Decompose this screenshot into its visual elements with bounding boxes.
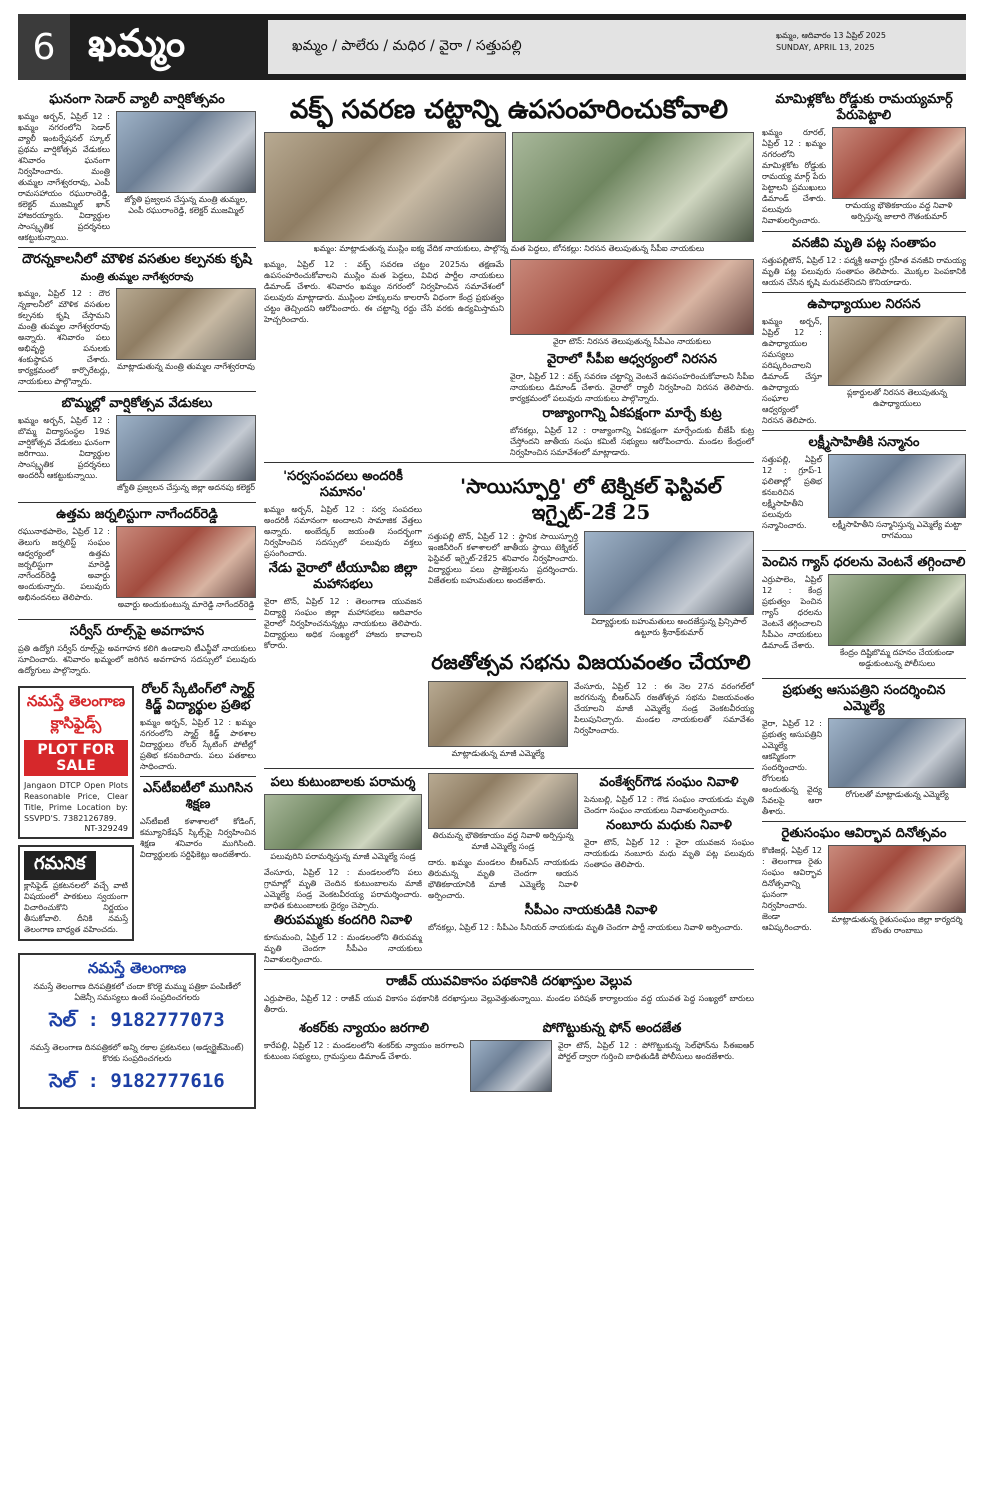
news-photo [584,531,754,615]
headline: రజతోత్సవ సభను విజయవంతం చేయాలి [431,650,751,674]
article-body: ఖమ్మం, ఏప్రిల్ 12 : వక్ఫ్ సవరణ చట్టం 2025ను తక్షణమే ఉపసంహరించుకోవాలని ముస్లిం మత పెద్దలు, వివిధ పార్టీల నాయకులు డిమాండ్ చేశారు. శనివారం ఖమ్మం నగరంలో నిర్వహించిన సమావేశంలో పలువురు మాట్లాడారు. ముస్లింల హక్కులను కాలరాసే విధంగా కేంద్ర ప్రభుత్వం చట్టం తెచ్చిందని ఆరోపించారు. ఈ చట్టాన్ని రద్దు చేసే వరకు ఉద్యమిస్తామని హెచ్చరించారు. [264,260,504,324]
news-photo [116,415,256,481]
photo-caption: జ్యోతి ప్రజ్వలన చేస్తున్న జిల్లా అదనపు కలెక్టర్ [116,483,255,492]
headline: వైరాలో సీపీఐ ఆధ్వర్యంలో నిరసన [546,352,718,367]
photo-caption: మాట్లాడుతున్న రైతుసంఘం జిల్లా కార్యదర్శి బొంతు రాంబాబు [831,915,963,935]
news-photo [832,127,966,199]
headline: రాజీవ్ యువవికాసం పథకానికి దరఖాస్తుల వెల్లువ [385,974,633,989]
photo-caption: ప్లకార్డులతో నిరసన తెలుపుతున్న ఉపాధ్యాయులు [847,388,947,408]
news-photo [470,1040,552,1092]
headline: శంకర్‌కు న్యాయం జరగాలి [298,1021,430,1036]
article-body: ఎర్రుపాలెం, ఏప్రిల్ 12 : రాజీవ్ యువ వికాసం పథకానికి దరఖాస్తులు వెల్లువెత్తుతున్నాయి. మండల పరిషత్ కార్యాలయం వద్ద యువత పెద్ద సంఖ్యలో బారులు తీరారు. [264,994,754,1014]
news-photo [510,259,754,335]
article-body: ఖమ్మం అర్బన్, ఏప్రిల్ 12 : ఖమ్మం నగరంలోని సెడార్ వ్యాలీ ఇంటర్నేషనల్ స్కూల్ ప్రథమ వార్షికోత్సవ వేడుకలు శనివారం ఘనంగా నిర్వహించారు. మంత్రి తుమ్మల నాగేశ్వరరావు, ఎంపీ రామసహాయం రఘురాంరెడ్డి, కలెక్టర్ ముజమ్మిల్ ఖాన్ హాజరయ్యారు. విద్యార్థుల సాంస్కృతిక ప్రదర్శనలు ఆకట్టుకున్నాయి. [18,112,110,242]
news-photo [428,681,568,747]
photo-caption: రామయ్య భౌతికకాయం వద్ద నివాళి అర్పిస్తున్న జాలారి గౌతంకుమార్ [845,201,953,221]
subheadline: మంత్రి తుమ్మల నాగేశ్వరరావు [80,272,194,283]
photo-caption: జ్యోతి ప్రజ్వలన చేస్తున్న మంత్రి తుమ్మల, ఎంపీ రఘురాంరెడ్డి, కలెక్టర్ ముజమ్మిల్ [124,195,248,215]
news-photo [264,794,422,850]
headline: పోగొట్టుకున్న ఫోన్ అందజేత [542,1021,682,1036]
article-body: బోనకల్లు, ఏప్రిల్ 12 : రాజ్యాంగాన్ని ఏకపక్షంగా మార్చేందుకు బీజేపీ కుట్ర చేస్తోందని జాతీయ సంఘ కమిటీ సభ్యులు ఆరోపించారు. మండల కేంద్రంలో నిర్వహించిన సమావేశంలో మాట్లాడారు. [510,426,754,457]
section-title: ఖమ్మం [70,14,268,80]
article-body: ఖమ్మం రూరల్, ఏప్రిల్ 12 : ఖమ్మం నగరంలోని మామిళ్లకోట రోడ్డుకు రామయ్య మార్గ్ పేరు పెట్టాలని ప్రముఖులు డిమాండ్ చేశారు. పలువురు నివాళులర్పించారు. [762,128,826,225]
photo-caption: అవార్డు అందుకుంటున్న మారెడ్డి నాగేందర్‌రెడ్డి [117,600,255,609]
article-body: వైరా టౌన్, ఏప్రిల్ 12 : పోగొట్టుకున్న సెల్‌ఫోన్‌ను సీఈఐఆర్ పోర్టల్ ద్వారా గుర్తించి బాధితుడికి పోలీసులు అందజేశారు. [558,1041,754,1061]
ad-plot-banner: PLOT FOR SALE [24,740,128,776]
news-photo [828,718,966,788]
section-places: ఖమ్మం / పాలేరు / మధిర / వైరా / సత్తుపల్లి [268,14,766,80]
photo-caption: పలువురిని పరామర్శిస్తున్న మాజీ ఎమ్మెల్యే సండ్ర [270,852,416,861]
ad-text: నమస్తే తెలంగాణ దినపత్రికలో చందా కొరకై మమ్ము పత్రికా పంపిణీలో ఏజెన్సీ సమస్యలు ఉంటే సంప్రదించగలరు [33,982,241,1002]
photo-caption: ఖమ్మం: మాట్లాడుతున్న ముస్లిం ఐక్య వేదిక నాయకులు, పాల్గొన్న మత పెద్దలు, బోనకల్లు: నిరసన తెలుపుతున్న సీపీఐ నాయకులు [313,244,705,253]
headline: ప్రభుత్వ ఆసుపత్రిని సందర్శించిన ఎమ్మెల్యే [782,683,946,714]
article-body: రఘునాథపాలెం, ఏప్రిల్ 12 : తెలుగు జర్నలిస్ట్ సంఘం ఆధ్వర్యంలో ఉత్తమ జర్నలిస్టుగా మారెడ్డి నాగేందర్‌రెడ్డి అవార్డు అందుకున్నారు. పలువురు అభినందనలు తెలిపారు. [18,527,110,602]
ad-brand: నమస్తే తెలంగాణ క్లాసిఫైడ్స్ [26,692,126,732]
lead-headline: వక్ఫ్ సవరణ చట్టాన్ని ఉపసంహరించుకోవాలి [289,95,729,125]
headline: వంకేశ్వర్‌గౌడ సంఘం నివాళి [599,775,739,790]
headline: సీపీఎం నాయకుడికి నివాళి [524,903,658,918]
article-body: ఖమ్మం అర్బన్, ఏప్రిల్ 12 : బొమ్మ విద్యాసంస్థల 19వ వార్షికోత్సవ వేడుకలు ఘనంగా జరిగాయి. విద్యార్థుల సాంస్కృతిక ప్రదర్శనలు అందరినీ ఆకట్టుకున్నాయి. [18,416,110,480]
headline: 'సర్వసంపదలు అందరికీ సమానం' [283,469,403,500]
article-body: ఖమ్మం అర్బన్, ఏప్రిల్ 12 : ఉపాధ్యాయుల సమస్యలు పరిష్కరించాలని డిమాండ్ చేస్తూ ఉపాధ్యాయ సంఘాల ఆధ్వర్యంలో నిరసన తెలిపారు. [762,317,822,425]
news-photo [116,111,256,193]
headline: నంబూరు మధుకు నివాళి [606,818,732,833]
article-body: వైరా టౌన్, ఏప్రిల్ 12 : తెలంగాణ యువజన విద్యార్థి సంఘం జిల్లా మహాసభలు ఆదివారం వైరాలో నిర్వహించనున్నట్లు నాయకులు తెలిపారు. విద్యార్థులు అధిక సంఖ్యలో హాజరు కావాలని కోరారు. [264,597,422,650]
headline: పెంచిన గ్యాస్ ధరలను వెంటనే తగ్గించాలి [762,555,966,570]
photo-caption: కేంద్రం దిష్టిబొమ్మ దహనం చేయకుండా అడ్డుకుంటున్న పోలీసులు [839,648,955,668]
headline: నేడు వైరాలో టీయూవీఐ జిల్లా మహాసభలు [268,561,418,592]
news-photo [828,316,966,386]
ad-text: నమస్తే తెలంగాణ దినపత్రికలో అన్ని రకాల ప్రకటనలు (అడ్వర్టైజ్‌మెంట్) కొరకు సంప్రదించగలరు [30,1043,244,1063]
article-body: వైరా, ఏప్రిల్ 12 : వక్ఫ్ సవరణ చట్టాన్ని వెంటనే ఉపసంహరించుకోవాలని సీపీఐ నాయకులు డిమాండ్ చేశారు. వైరాలో ర్యాలీ నిర్వహించి నిరసన తెలిపారు. కార్యక్రమంలో పలువురు నాయకులు పాల్గొన్నారు. [510,372,754,403]
news-photo [828,845,966,913]
subscription-ad [18,953,256,1109]
article-body: సత్తుపల్లి, ఏప్రిల్ 12 : గ్రూప్-1 ఫలితాల్లో ప్రతిభ కనబరిచిన లక్ష్మీసాహితీని పలువురు సన్మానించారు. [762,455,822,530]
date-telugu: ఖమ్మం, ఆదివారం 13 ఏప్రిల్ 2025 [776,31,886,40]
news-photo [116,526,256,598]
news-photo [264,132,506,242]
article-body: వైరా టౌన్, ఏప్రిల్ 12 : వైరా యువజన సంఘం నాయకుడు నంబూరు మధు మృతి పట్ల పలువురు సంతాపం తెలిపారు. [584,838,754,869]
headline: సర్వీస్ రూల్స్‌పై అవగాహన [69,624,205,639]
headline: లక్ష్మీసాహితీకి సన్మానం [808,435,920,450]
photo-caption: వైరా టౌన్: నిరసన తెలుపుతున్న సీపీఎం నాయకులు [552,337,712,346]
headline: పలు కుటుంబాలకు పరామర్శ [270,775,416,790]
article-body: వేంసూరు, ఏప్రిల్ 12 : మండలంలోని పలు గ్రామాల్లో మృతి చెందిన కుటుంబాలను మాజీ ఎమ్మెల్యే సండ్ర వెంకటవీరయ్య పరామర్శించారు. బాధిత కుటుంబాలకు ధైర్యం చెప్పారు. [264,868,422,910]
headline: బొమ్మల్లో వార్షికోత్సవ వేడుకలు [61,396,213,411]
photo-caption: రోగులతో మాట్లాడుతున్న ఎమ్మెల్యే [845,790,949,799]
dateline [766,14,966,80]
article-body: కొణిజర్ల, ఏప్రిల్ 12 : తెలంగాణ రైతు సంఘం ఆవిర్భావ దినోత్సవాన్ని ఘనంగా నిర్వహించారు. జెండా ఆవిష్కరించారు. [762,846,822,932]
notice-title: గమనిక [24,851,96,880]
article-body: ప్రతి ఉద్యోగి సర్వీస్ రూల్స్‌పై అవగాహన కలిగి ఉండాలని టీఎన్జీవో నాయకులు సూచించారు. శనివారం ఖమ్మంలో జరిగిన అవగాహన సదస్సులో పలువురు ఉద్యోగులు పాల్గొన్నారు. [18,644,256,675]
photo-caption: లక్ష్మీసాహితీని సన్మానిస్తున్న ఎమ్మెల్యే మట్టా రాగమయి [832,520,962,540]
headline: ఘనంగా సెడార్ వ్యాలీ వార్షికోత్సవం [49,92,225,107]
news-photo [116,288,256,360]
headline: రోలర్ స్కేటింగ్‌లో స్మార్ట్ కిడ్జ్ విద్యార్థుల ప్రతిభ [141,682,255,713]
headline: దౌరన్నకాలనీలో మౌళిక వసతుల కల్పనకు కృషి [22,252,252,267]
news-photo [512,132,754,242]
ad-code: NT-329249 [84,824,128,833]
ad-phone: సెల్ : 9182777616 [49,1070,225,1092]
middle-column [264,90,754,1092]
article-body: సత్తుపల్లిటౌన్, ఏప్రిల్ 12 : పద్మశ్రీ అవార్డు గ్రహీత వనజీవి రామయ్య మృతి పట్ల పలువురు సంతాపం తెలిపారు. మొక్కల పెంపకానికి ఆయన చేసిన కృషి మరువలేనిదని కొనియాడారు. [762,256,966,287]
article-body: సత్తుపల్లి టౌన్, ఏప్రిల్ 12 : స్థానిక సాయిస్ఫూర్తి ఇంజినీరింగ్ కళాశాలలో జాతీయ స్థాయి టెక్నికల్ ఫెస్టివల్ ఇగ్నైట్-2కే25 శనివారం నిర్వహించారు. విద్యార్థులు పలు ప్రాజెక్టులను ప్రదర్శించారు. విజేతలకు బహుమతులు అందజేశారు. [428,532,578,585]
article-body: ఎర్రుపాలెం, ఏప్రిల్ 12 : కేంద్ర ప్రభుత్వం పెంచిన గ్యాస్ ధరలను వెంటనే తగ్గించాలని సీపీఎం నాయకులు డిమాండ్ చేశారు. [762,575,822,650]
article-body: ఖమ్మం అర్బన్, ఏప్రిల్ 12 : సర్వ సంపదలు అందరికీ సమానంగా అందాలని సామాజిక వేత్తలు అన్నారు. అంబేద్కర్ జయంతి సందర్భంగా నిర్వహించిన సదస్సులో పలువురు వక్తలు ప్రసంగించారు. [264,505,422,558]
headline: ఎస్‌టీఐటీలో ముగిసిన శిక్షణ [143,781,253,812]
article-body: కారేపల్లి, ఏప్రిల్ 12 : మండలంలోని శంకర్‌కు న్యాయం జరగాలని కుటుంబ సభ్యులు, గ్రామస్తులు డిమాండ్ చేశారు. [264,1041,464,1061]
headline: ఉత్తమ జర్నలిస్టుగా నాగేందర్‌రెడ్డి [56,507,218,522]
ad-phone: సెల్ : 9182777073 [49,1009,225,1031]
photo-caption: తిరుమన్న భౌతికకాయం వద్ద నివాళి అర్పిస్తున్న మాజీ ఎమ్మెల్యే సండ్ర [432,831,574,851]
article-body: బోనకల్లు, ఏప్రిల్ 12 : సీపీఎం సీనియర్ నాయకుడు మృతి చెందగా పార్టీ నాయకులు నివాళి అర్పించారు. [428,923,743,932]
headline: తిరుపమ్మకు కందగిరి నివాళి [273,913,413,928]
news-photo [828,454,966,518]
ad-text: Jangaon DTCP Open Plots Reasonable Price, Clear Title, Prime Location by: SSVPD'S. 7382126789. [24,781,128,823]
masthead [18,14,966,80]
left-column [18,90,256,1115]
right-column [762,90,966,941]
article-body: వేంసూరు, ఏప్రిల్ 12 : ఈ నెల 27న వరంగల్‌లో జరగనున్న బీఆర్‌ఎస్ రజతోత్సవ సభను విజయవంతం చేయాలని మాజీ ఎమ్మెల్యే సండ్ర వెంకటవీరయ్య పిలుపునిచ్చారు. మండల నాయకులతో సమావేశం నిర్వహించారు. [574,682,754,735]
article-body: ఎస్‌టీఐటీ కళాశాలలో కోడింగ్, కమ్యూనికేషన్ స్కిల్స్‌పై నిర్వహించిన శిక్షణ శనివారం ముగిసింది. విద్యార్థులకు సర్టిఫికెట్లు అందజేశారు. [140,817,256,859]
article-body: పెనుబల్లి, ఏప్రిల్ 12 : గౌడ సంఘం నాయకుడు మృతి చెందగా సంఘం నాయకులు నివాళులర్పించారు. [584,795,754,815]
ad-brand: నమస్తే తెలంగాణ [87,959,187,977]
notice-box [18,845,134,941]
news-photo [828,574,966,646]
classified-ad [18,686,134,839]
notice-text: క్లాసిఫైడ్ ప్రకటనలలో వచ్చే వాటి విషయంలో పాఠకులు స్వయంగా విచారించుకొని నిర్ణయం తీసుకోవాలి. దీనికి నమస్తే తెలంగాణ బాధ్యత వహించదు. [24,881,128,934]
photo-caption: మాట్లాడుతున్న మాజీ ఎమ్మెల్యే [451,749,545,758]
photo-caption: మాట్లాడుతున్న మంత్రి తుమ్మల నాగేశ్వరరావు [117,362,255,371]
news-photo [428,773,578,829]
article-body: ఖమ్మం, ఏప్రిల్ 12 : దౌర న్నకాలనీలో మౌళిక వసతుల కల్పనకు కృషి చేస్తామని మంత్రి తుమ్మల నాగేశ్వరరావు అన్నారు. శనివారం పలు అభివృద్ధి పనులకు శంకుస్థాపన చేశారు. కార్యక్రమంలో కార్పొరేటర్లు, నాయకులు పాల్గొన్నారు. [18,289,110,386]
headline: వనజీవి మృతి పట్ల సంతాపం [792,236,936,251]
article-body: దారు. ఖమ్మం మండలం బీఆర్ఎస్ నాయకుడు తిరుమన్న మృతి చెందగా ఆయన భౌతికకాయానికి మాజీ ఎమ్మెల్యే నివాళి అర్పించారు. [428,858,578,900]
page-number: 6 [18,14,70,80]
article-body: ఖమ్మం అర్బన్, ఏప్రిల్ 12 : ఖమ్మం నగరంలోని స్మార్ట్ కిడ్జ్ పాఠశాల విద్యార్థులు రోలర్ స్కేటింగ్ పోటీల్లో ప్రతిభ కనబరిచారు. పలు పతకాలు సాధించారు. [140,718,256,771]
article-body: వైరా, ఏప్రిల్ 12 : ప్రభుత్వ ఆసుపత్రిని ఎమ్మెల్యే ఆకస్మికంగా సందర్శించారు. రోగులకు అందుతున్న వైద్య సేవలపై ఆరా తీశారు. [762,719,822,816]
date-english: SUNDAY, APRIL 13, 2025 [776,43,875,52]
headline: 'సాయిస్ఫూర్తి' లో టెక్నికల్ ఫెస్టివల్ ఇగ్నైట్-2కే 25 [460,474,722,524]
headline: మామిళ్లకోట రోడ్డుకు రామయ్యమార్గ్ పేరుపెట్టాలి [775,92,953,123]
headline: రాజ్యాంగాన్ని ఏకపక్షంగా మార్చే కుట్ర [542,406,722,421]
article-body: కూసుమంచి, ఏప్రిల్ 12 : మండలంలోని తిరుపమ్మ మృతి చెందగా సీపీఎం నాయకులు నివాళులర్పించారు. [264,933,422,964]
headline: రైతుసంఘం ఆవిర్భావ దినోత్సవం [781,826,947,841]
photo-caption: విద్యార్థులకు బహుమతులు అందజేస్తున్న ప్రిన్సిపాల్ ఉట్టూరు శ్రీనాథ్‌కుమార్ [591,617,747,637]
headline: ఉపాధ్యాయుల నిరసన [807,297,921,312]
